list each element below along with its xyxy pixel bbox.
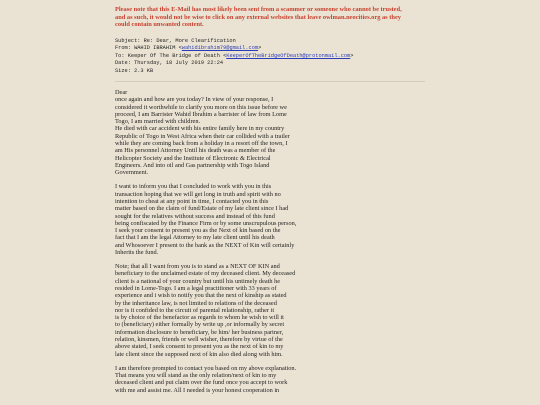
email-body	[115, 89, 435, 401]
body-line: Togo, I am married with children.	[115, 118, 201, 126]
size-line: Size: 2.3 KB	[115, 67, 154, 74]
body-line: I want to inform you that I concluded to work with you in this	[115, 183, 272, 191]
body-line: Dear	[115, 89, 128, 96]
body-line: nor is it confided to the circuit of parental relationship, rather it	[115, 306, 275, 314]
body-line: above stated, I seek consent to present you as the next of kin to my	[115, 343, 284, 351]
to-line	[115, 53, 435, 60]
body-paragraph	[115, 365, 435, 394]
to-label: To: Keeper Of The Bridge of Death <	[115, 52, 227, 59]
body-line: Government.	[115, 169, 149, 177]
body-line: client is a national of your country but until his untimely death he	[115, 277, 281, 285]
body-line: by the inheritance law, is not limited to relations of the deceased	[115, 299, 277, 307]
body-line: Engineers. And into oil and Gas partnership with Togo Island	[115, 161, 270, 169]
body-line: to (beneficiary) either formally by write up ,or informally by secret	[115, 321, 285, 329]
from-line	[115, 45, 435, 52]
body-paragraph	[115, 263, 435, 358]
body-line: resided in Lome-Togo. I am a legal practitioner with 33 years of	[115, 285, 277, 293]
body-line: while they are coming back from a holiday in a resort off the town, I	[115, 139, 288, 147]
body-line: intention to cheat at any point in time, I contacted you in this	[115, 197, 269, 205]
body-line: being confiscated by the Finance Firm or by some unscrupulous person,	[115, 219, 297, 227]
warning-line: and as such, it would not be wise to click on any external websites that leave owlman.neocities.org as they	[115, 13, 401, 21]
body-line: beneficiary to the unclaimed estate of my deceased client. My deceased	[115, 270, 296, 278]
body-line: proceed, I am Barrister Wahid Ibrahim a barrister of law from Lome	[115, 110, 287, 118]
body-line: relation, kinsmen, friends or well wisher, therefore by virtue of the	[115, 336, 283, 343]
body-line: I am therefore prompted to contact you based on my above explanation.	[115, 364, 297, 372]
body-line: once again and how are you today? In view of your response, I	[115, 96, 274, 104]
body-line: late client since the supposed next of kin also died along with him.	[115, 350, 283, 358]
sender-email-link[interactable]: wahidibrahim79@gmail.com	[181, 45, 259, 52]
warning-line: Please note that this E-Mail has most likely been sent from a scammer or someone who cannot be trusted,	[115, 6, 402, 13]
body-line: Inherits the fund.	[115, 248, 159, 256]
to-suffix: >	[350, 52, 354, 59]
body-line: information disclosure to beneficiary, be him/ her business partner,	[115, 328, 284, 336]
from-suffix: >	[258, 45, 262, 52]
body-line: is by choice of the benefactor as regards to whom he wish to will it	[115, 314, 284, 322]
body-line: Republic of Togo in West Africa when their car collided with a trailer	[115, 132, 290, 140]
email-headers	[115, 38, 435, 75]
subject-line: Subject: Re: Dear, More Clearification	[115, 38, 236, 44]
body-line: matter based on the claim of fund/Estate of my late client since I had	[115, 205, 289, 213]
body-line: with me and assist me. All I needed is your honest cooperation in	[115, 386, 280, 394]
body-line: fact that I am the legal Attorney to my late client until his death	[115, 234, 275, 242]
body-paragraph	[115, 183, 435, 256]
recipient-email-link[interactable]: KeeperOfTheBridgeOfDeath@protonmail.com	[226, 52, 351, 59]
date-line: Date: Thursday, 18 July 2019 22:24	[115, 60, 224, 67]
body-line: and Whosoever I present to the bank as the NEXT of Kin will certainly	[115, 241, 295, 249]
scam-warning	[115, 6, 425, 29]
from-label: From: WAHID IBRAHIM <	[115, 45, 182, 52]
body-line: am His personnel Attorney Until his death was a member of the	[115, 147, 276, 155]
body-line: Note; that all I want from you is to stand as a NEXT OF KIN and	[115, 263, 280, 271]
body-line: deceased client and put claim over the fund once you accept to work	[115, 379, 288, 387]
body-line: That means you will stand as the only relation/next of kin to my	[115, 372, 277, 380]
body-line: I seek your consent to present you as the Next of kin based on the	[115, 227, 281, 235]
body-line: sought for the relatives without success and instead of this fund	[115, 212, 275, 220]
warning-line: could contain unwanted content.	[115, 21, 204, 29]
header-divider	[115, 81, 425, 82]
body-line: He died with car accident with his entire family here in my country	[115, 125, 285, 133]
body-line: considered it worthwhile to clarify you more on this issue before we	[115, 103, 287, 111]
body-line: Helicopter Society and the Institute of Electronic & Electrical	[115, 154, 271, 162]
body-line: experience and i wish to notify you that the next of kinship as stated	[115, 292, 287, 300]
body-line: transaction hoping that we will get long in truth and spirit with no	[115, 190, 281, 198]
body-paragraph	[115, 89, 435, 176]
